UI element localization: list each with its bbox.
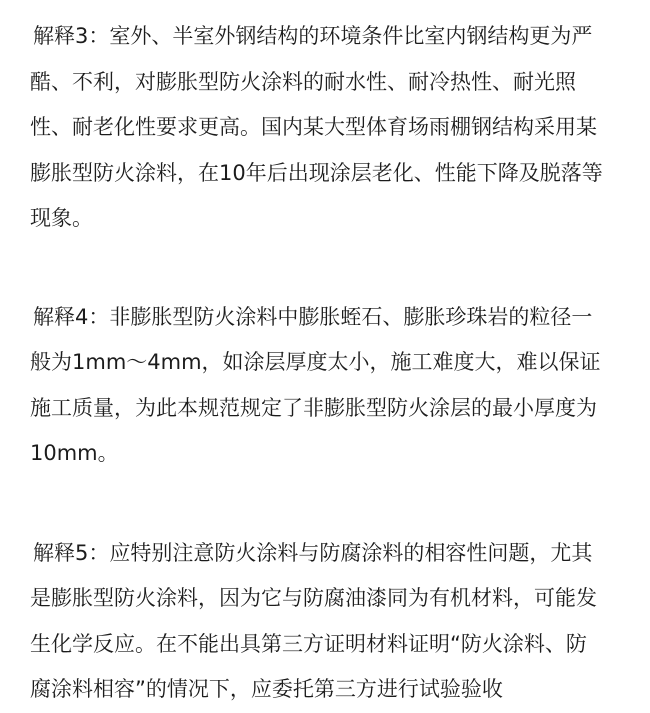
- paragraph-explanation-5: [30, 531, 630, 713]
- text-line: 解释5：应特别注意防火涂料与防腐涂料的相容性问题，尤其: [33, 540, 593, 565]
- text-line: 现象。: [30, 206, 93, 230]
- text-line: 10mm。: [30, 441, 119, 465]
- text-line: 般为1mm～4mm，如涂层厚度太小，施工难度大，难以保证: [30, 350, 601, 374]
- document-body: [30, 14, 630, 713]
- paragraph-explanation-4: [30, 295, 630, 477]
- text-line: 腐涂料相容”的情况下，应委托第三方进行试验验收: [30, 677, 503, 701]
- paragraph-explanation-3: [30, 14, 630, 242]
- text-line: 施工质量，为此本规范规定了非膨胀型防火涂层的最小厚度为: [30, 395, 597, 420]
- text-line: 是膨胀型防火涂料，因为它与防腐油漆同为有机材料，可能发: [30, 586, 597, 610]
- text-line: 酷、不利，对膨胀型防火涂料的耐水性、耐冷热性、耐光照: [30, 69, 576, 94]
- paragraph-spacer: [30, 477, 630, 531]
- text-line: 解释3：室外、半室外钢结构的环境条件比室内钢结构更为严: [33, 24, 593, 48]
- text-line: 解释4：非膨胀型防火涂料中膨胀蛭石、膨胀珍珠岩的粒径一: [33, 304, 593, 329]
- paragraph-spacer: [30, 242, 630, 295]
- text-line: 生化学反应。在不能出具第三方证明材料证明“防火涂料、防: [30, 631, 587, 656]
- text-line: 性、耐老化性要求更高。国内某大型体育场雨棚钢结构采用某: [30, 115, 597, 139]
- text-line: 膨胀型防火涂料，在10年后出现涂层老化、性能下降及脱落等: [30, 160, 603, 185]
